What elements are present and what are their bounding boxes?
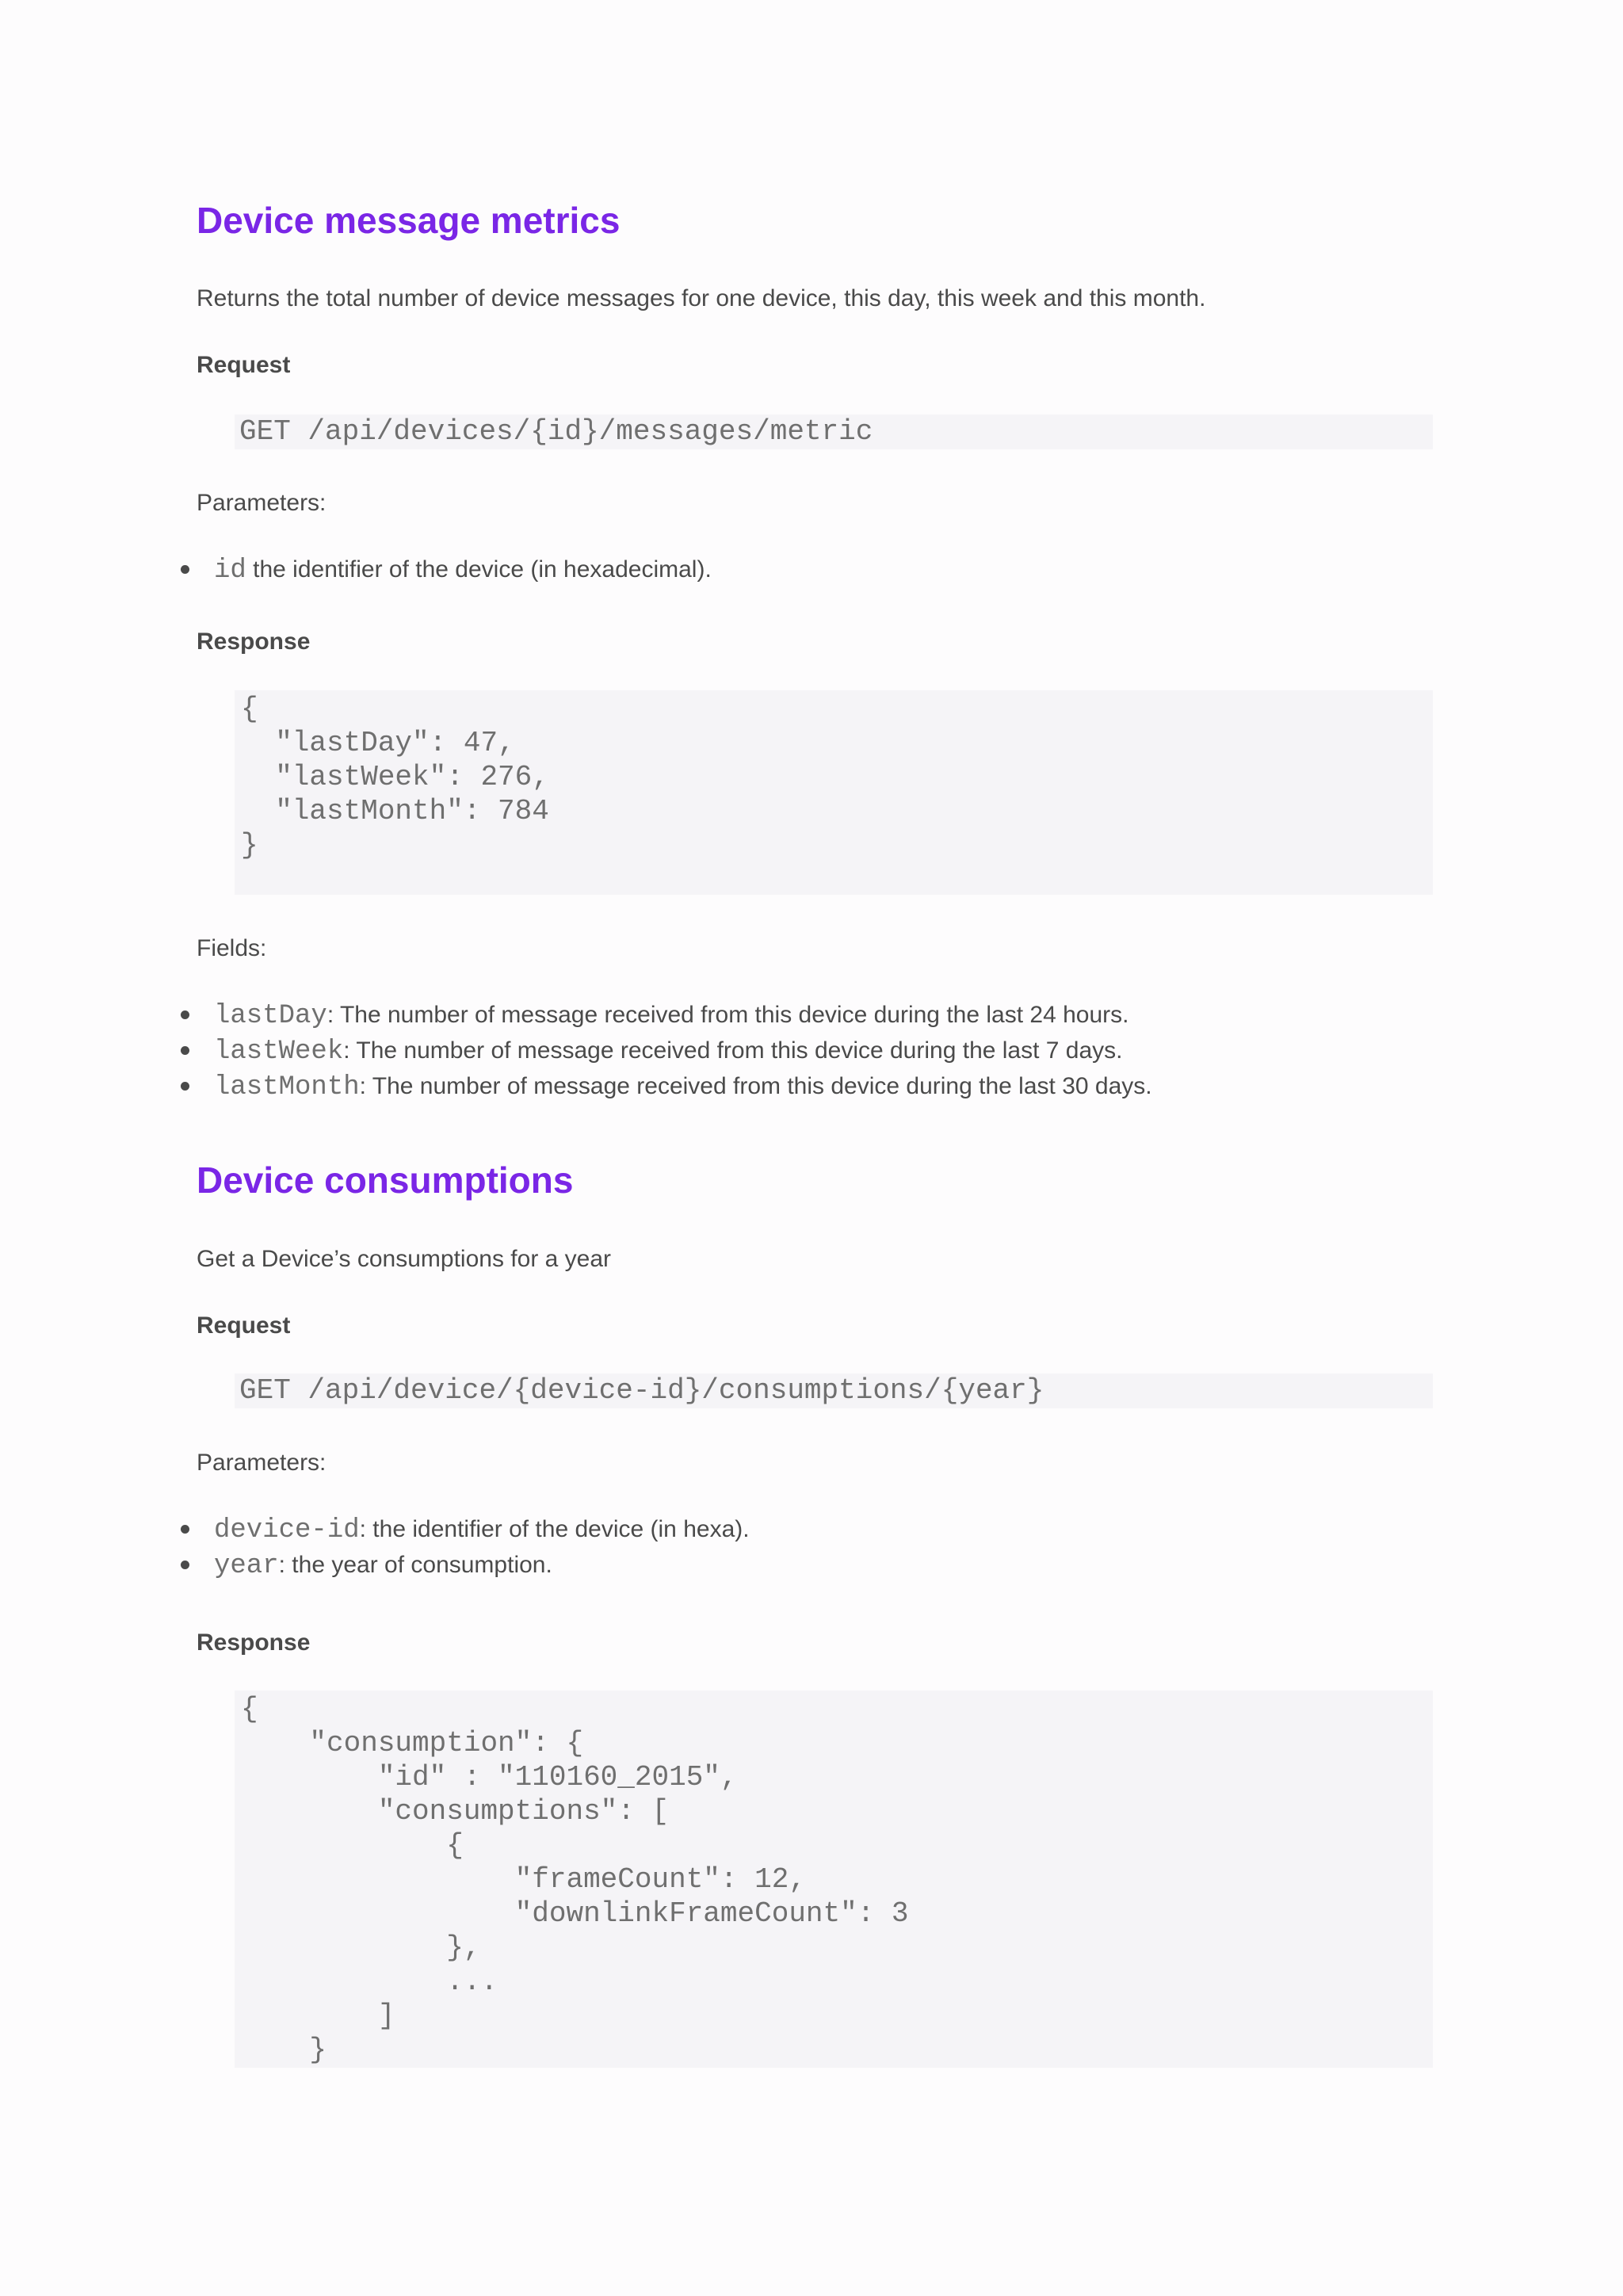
parameters-list <box>181 552 712 587</box>
request-code-block <box>235 1373 1433 1408</box>
param-code: id <box>214 556 246 586</box>
section-description: Get a Device’s consumptions for a year <box>197 1246 612 1272</box>
bullet-icon <box>181 1082 189 1091</box>
list-item <box>181 552 712 587</box>
bullet-icon <box>181 1525 189 1534</box>
response-label: Response <box>197 1629 311 1656</box>
section-title-device-message-metrics: Device message metrics <box>197 200 621 241</box>
field-text: : The number of message received from this device during the last 7 days. <box>343 1037 1123 1064</box>
parameters-list <box>181 1511 750 1583</box>
list-item <box>181 1033 1152 1068</box>
response-code-block <box>235 1690 1433 2068</box>
fields-label: Fields: <box>197 935 267 961</box>
request-label: Request <box>197 1312 291 1339</box>
section-description: Returns the total number of device messages for one device, this day, this week and this month. <box>197 285 1206 311</box>
field-text: : The number of message received from this device during the last 24 hours. <box>327 1002 1129 1028</box>
field-code: lastMonth <box>214 1072 360 1102</box>
field-code: lastWeek <box>214 1037 344 1067</box>
list-item <box>181 1511 750 1547</box>
request-code: GET /api/device/{device-id}/consumptions/{year} <box>239 1374 1044 1407</box>
bullet-icon <box>181 1046 189 1055</box>
list-item <box>181 997 1152 1033</box>
request-code: GET /api/devices/{id}/messages/metric <box>239 415 873 448</box>
list-item <box>181 1547 750 1583</box>
bullet-icon <box>181 1010 189 1019</box>
response-code-block <box>235 690 1433 895</box>
parameters-label: Parameters: <box>197 490 327 516</box>
response-code: { "lastDay": 47, "lastWeek": 276, "lastMonth": 784 } <box>241 693 549 861</box>
response-code: { "consumption": { "id" : "110160_2015", "consumptions": [ { "frameCount": 12, "downlinkFrameCount": 3 }, ... ] } <box>241 1693 909 2066</box>
field-code: lastDay <box>214 1001 327 1031</box>
bullet-icon <box>181 565 189 574</box>
list-item <box>181 1068 1152 1104</box>
param-text: the identifier of the device (in hexadecimal). <box>246 556 712 583</box>
param-code: device-id <box>214 1515 360 1545</box>
parameters-label: Parameters: <box>197 1450 327 1476</box>
field-text: : The number of message received from this device during the last 30 days. <box>359 1073 1152 1099</box>
request-code-block <box>235 415 1433 449</box>
section-title-device-consumptions: Device consumptions <box>197 1159 574 1201</box>
param-code: year <box>214 1551 279 1581</box>
request-label: Request <box>197 352 291 378</box>
fields-list <box>181 997 1152 1104</box>
param-text: : the year of consumption. <box>278 1552 552 1578</box>
param-text: : the identifier of the device (in hexa). <box>359 1516 750 1542</box>
response-label: Response <box>197 628 311 655</box>
bullet-icon <box>181 1561 189 1569</box>
